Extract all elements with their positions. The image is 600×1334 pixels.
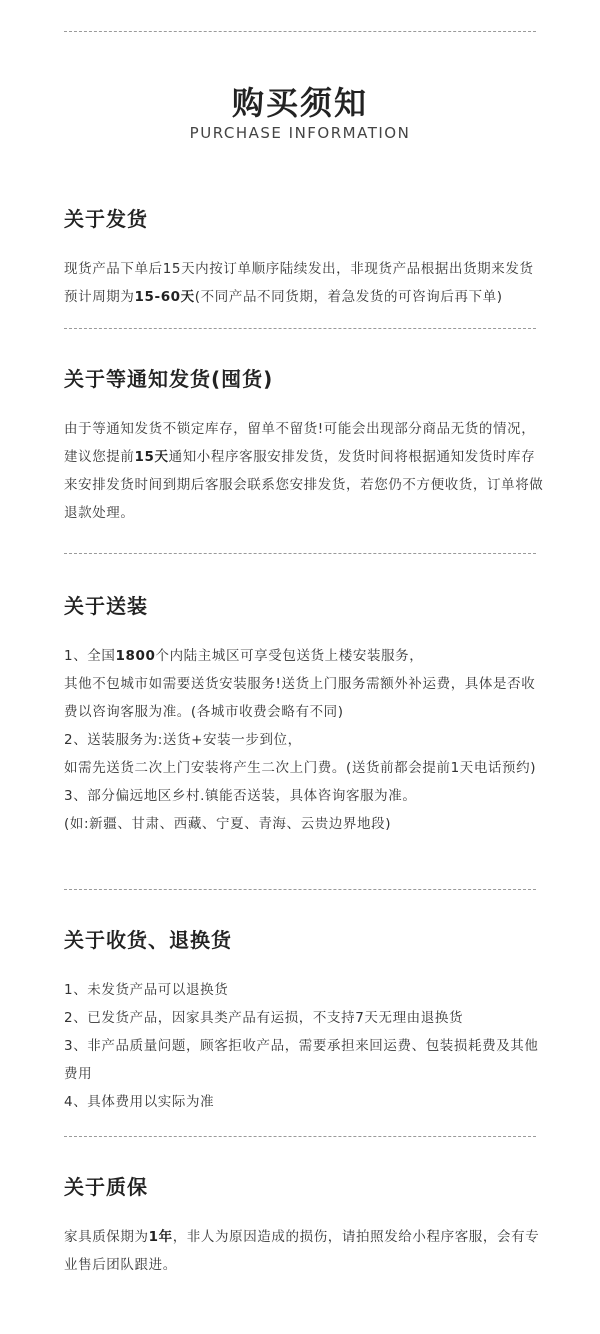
section-body: [64, 415, 544, 527]
section-heading: 关于质保: [64, 1175, 148, 1199]
paragraph-text: 现货产品下单后15天内按订单顺序陆续发出，非现货产品根据出货期来发货预计周期为: [64, 261, 534, 305]
section-delivery-install: [64, 592, 544, 838]
paragraph-text: 如需先送货二次上门安装将产生二次上门费。(送货前都会提前1天电话预约): [64, 760, 537, 776]
section-paragraph: [64, 1004, 544, 1032]
section-body: [64, 255, 544, 311]
paragraph-text: 4、具体费用以实际为准: [64, 1094, 215, 1110]
section-paragraph: [64, 976, 544, 1004]
paragraph-text: 家具质保期为: [64, 1229, 149, 1245]
section-body: [64, 976, 544, 1116]
emphasis-text: 15-60天: [134, 289, 195, 305]
section-paragraph: [64, 670, 544, 726]
top-divider: [64, 31, 536, 32]
paragraph-text: 3、部分偏远地区乡村.镇能否送装，具体咨询客服为准。: [64, 788, 417, 804]
paragraph-text: (如:新疆、甘肃、西藏、宁夏、青海、云贵边界地段): [64, 816, 392, 832]
section-body: [64, 1223, 544, 1279]
section-paragraph: [64, 1032, 544, 1088]
section-paragraph: [64, 642, 544, 670]
section-heading: 关于收货、退换货: [64, 928, 232, 952]
section-shipping: [64, 205, 544, 311]
section-paragraph: [64, 782, 544, 810]
section-paragraph: [64, 810, 544, 838]
paragraph-text: (不同产品不同货期，着急发货的可咨询后再下单): [194, 289, 503, 305]
section-divider: [64, 1136, 536, 1137]
section-divider: [64, 889, 536, 890]
section-heading: 关于发货: [64, 207, 148, 231]
page-subtitle: PURCHASE INFORMATION: [189, 124, 411, 142]
section-heading: 关于送装: [64, 594, 148, 618]
section-body: [64, 642, 544, 838]
page-title: 购买须知: [231, 84, 368, 122]
section-receipt-returns: [64, 926, 544, 1116]
section-paragraph: [64, 726, 544, 754]
paragraph-text: 1、未发货产品可以退换货: [64, 982, 229, 998]
emphasis-text: 1年: [148, 1229, 173, 1245]
paragraph-text: 个内陆主城区可享受包送货上楼安装服务，: [155, 648, 424, 664]
paragraph-text: 1、全国: [64, 648, 116, 664]
section-warranty: [64, 1173, 544, 1279]
paragraph-text: 其他不包城市如需要送货安装服务!送货上门服务需额外补运费，具体是否收费以咨询客服为准。(各城市收费会略有不同): [64, 676, 536, 720]
emphasis-text: 1800: [115, 648, 156, 664]
paragraph-text: 3、非产品质量问题，顾客拒收产品，需要承担来回运费、包装损耗费及其他费用: [64, 1038, 539, 1082]
section-paragraph: [64, 754, 544, 782]
section-paragraph: [64, 415, 544, 527]
paragraph-text: 2、送装服务为:送货+安装一步到位，: [64, 732, 302, 748]
section-paragraph: [64, 255, 544, 311]
section-paragraph: [64, 1088, 544, 1116]
paragraph-text: ，非人为原因造成的损伤，请拍照发给小程序客服，会有专业售后团队跟进。: [64, 1229, 540, 1273]
paragraph-text: 通知小程序客服安排发货，发货时间将根据通知发货时库存来安排发货时间到期后客服会联系您安排发货，若您仍不方便收货，订单将做退款处理。: [64, 449, 544, 521]
section-heading: 关于等通知发货(囤货): [64, 367, 274, 391]
paragraph-text: 2、已发货产品，因家具类产品有运损，不支持7天无理由退换货: [64, 1010, 464, 1026]
section-divider: [64, 328, 536, 329]
section-notify-shipping: [64, 365, 544, 527]
section-divider: [64, 553, 536, 554]
paragraph-text: 由于等通知发货不锁定库存，留单不留货!可能会出现部分商品无货的情况，建议您提前: [64, 421, 536, 465]
section-paragraph: [64, 1223, 544, 1279]
emphasis-text: 15天: [134, 449, 169, 465]
